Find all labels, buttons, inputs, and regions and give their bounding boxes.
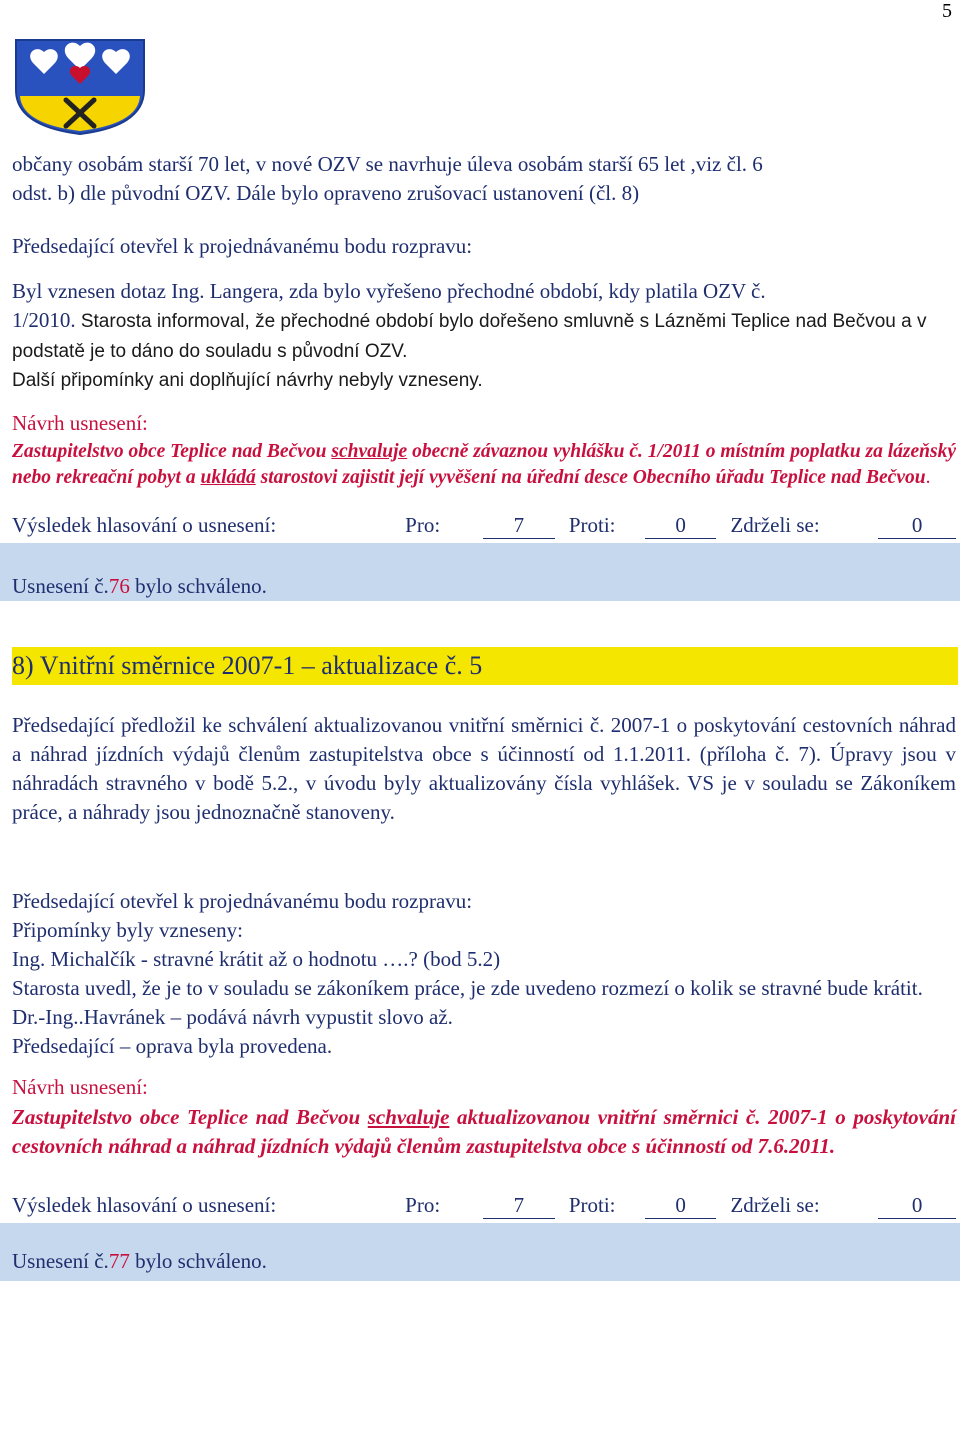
vote1-zdrzeli-value: 0	[878, 513, 956, 539]
vote1-row	[12, 513, 956, 543]
result2-band	[0, 1223, 960, 1281]
debate1-paragraph-1: Byl vznesen dotaz Ing. Langera, zda bylo vyřešeno přechodné období, kdy platila OZV č.	[12, 279, 766, 303]
resolution2-verb1: schvaluje	[367, 1105, 450, 1129]
resolution1-end: .	[925, 467, 931, 488]
debate2-line-3: Starosta uvedl, že je to v souladu se zákoníkem práce, je zde uvedeno rozmezí o kolik se stravné bude krátit.	[12, 976, 923, 1000]
result1-prefix: Usnesení č.	[12, 574, 109, 598]
debate1-paragraph-3: Další připomínky ani doplňující návrhy nebyly vzneseny.	[12, 370, 483, 391]
vote1-proti-value: 0	[645, 513, 717, 539]
resolution1-label: Návrh usnesení:	[12, 411, 148, 435]
debate1-paragraph-2	[12, 306, 956, 366]
debate1-heading: Předsedající otevřel k projednávanému bodu rozpravu:	[12, 234, 473, 258]
vote2-zdrzeli-label: Zdrželi se:	[730, 1193, 820, 1217]
resolution2-part1: Zastupitelstvo obce Teplice nad Bečvou	[12, 1105, 361, 1129]
coat-of-arms-icon	[14, 38, 146, 136]
resolution2-part2: aktualizovanou vnitřní směrnici č. 2007-1 o poskytování cestovních náhrad a náhrad jízdních výdajů členům zastupitelstva obce s účinností od 7.6.2011.	[12, 1105, 957, 1158]
resolution1-part1: Zastupitelstvo obce Teplice nad Bečvou	[12, 441, 327, 462]
resolution2-text	[12, 1103, 956, 1161]
vote1-zdrzeli-label: Zdrželi se:	[730, 513, 820, 537]
debate2-heading: Předsedající otevřel k projednávanému bodu rozpravu:	[12, 889, 473, 913]
debate1-starosta-text: Starosta informoval, že přechodné období bylo dořešeno smluvně s Lázněmi Teplice nad Bečvou a v podstatě je to dáno do souladu s původní OZV.	[12, 311, 927, 362]
vote2-label: Výsledek hlasování o usnesení:	[12, 1193, 277, 1217]
vote2-proti-value: 0	[645, 1193, 717, 1219]
vote2-proti-label: Proti:	[568, 1193, 616, 1217]
section8-body: Předsedající předložil ke schválení aktualizovanou vnitřní směrnici č. 2007-1 o poskytování cestovních náhrad a náhrad jízdních výdajů členům zastupitelstva obce s účinností od 1.1.2011. (příloha č. 7). Úpravy jsou v náhradách stravného v bodě 5.2., v úvodu byly aktualizovány čísla vyhlášek. VS je v souladu se Zákoníkem práce, a náhrady jsou jednoznačně stanoveny.	[12, 713, 956, 824]
resolution1-verb1: schvaluje	[331, 441, 408, 462]
intro-line-2: odst. b) dle původní OZV. Dále bylo opraveno zrušovací ustanovení (čl. 8)	[12, 181, 640, 205]
debate2-line-4: Dr.-Ing..Havránek – podává návrh vypustit slovo až.	[12, 1005, 453, 1029]
debate2-line-1: Připomínky byly vzneseny:	[12, 918, 243, 942]
vote1-proti-label: Proti:	[568, 513, 616, 537]
debate1-ozv-number: 1/2010.	[12, 308, 76, 332]
vote1-label: Výsledek hlasování o usnesení:	[12, 513, 277, 537]
intro-line-1: občany osobám starší 70 let, v nové OZV se navrhuje úleva osobám starší 65 let ,viz čl. 6	[12, 152, 763, 176]
vote1-pro-label: Pro:	[405, 513, 441, 537]
vote2-pro-label: Pro:	[405, 1193, 441, 1217]
page-number: 5	[942, 0, 952, 22]
resolution1-text	[12, 439, 956, 491]
result1-band	[0, 543, 960, 601]
debate2-line-5: Předsedající – oprava byla provedena.	[12, 1034, 333, 1058]
vote2-pro-value: 7	[483, 1193, 555, 1219]
result1-number: 76	[108, 574, 130, 598]
vote2-zdrzeli-value: 0	[878, 1193, 956, 1219]
result1-suffix: bylo schváleno.	[129, 574, 267, 598]
vote2-row	[12, 1193, 956, 1223]
resolution2-label: Návrh usnesení:	[12, 1075, 148, 1099]
vote1-pro-value: 7	[483, 513, 555, 539]
result2-prefix: Usnesení č.	[12, 1249, 109, 1273]
resolution1-verb2: ukládá	[200, 467, 256, 488]
result2-suffix: bylo schváleno.	[129, 1249, 267, 1273]
debate2-line-2: Ing. Michalčík - stravné krátit až o hodnotu ….? (bod 5.2)	[12, 947, 501, 971]
section8-title: 8) Vnitřní směrnice 2007-1 – aktualizace č. 5	[12, 647, 958, 685]
result2-number: 77	[108, 1249, 130, 1273]
resolution1-part3: starostovi zajistit její vyvěšení na úřední desce Obecního úřadu Teplice nad Bečvou	[260, 467, 926, 488]
resolution1-part2: obecně závaznou vyhlášku č. 1/2011 o místním poplatku za lázeňský nebo rekreační pobyt a	[12, 441, 957, 488]
